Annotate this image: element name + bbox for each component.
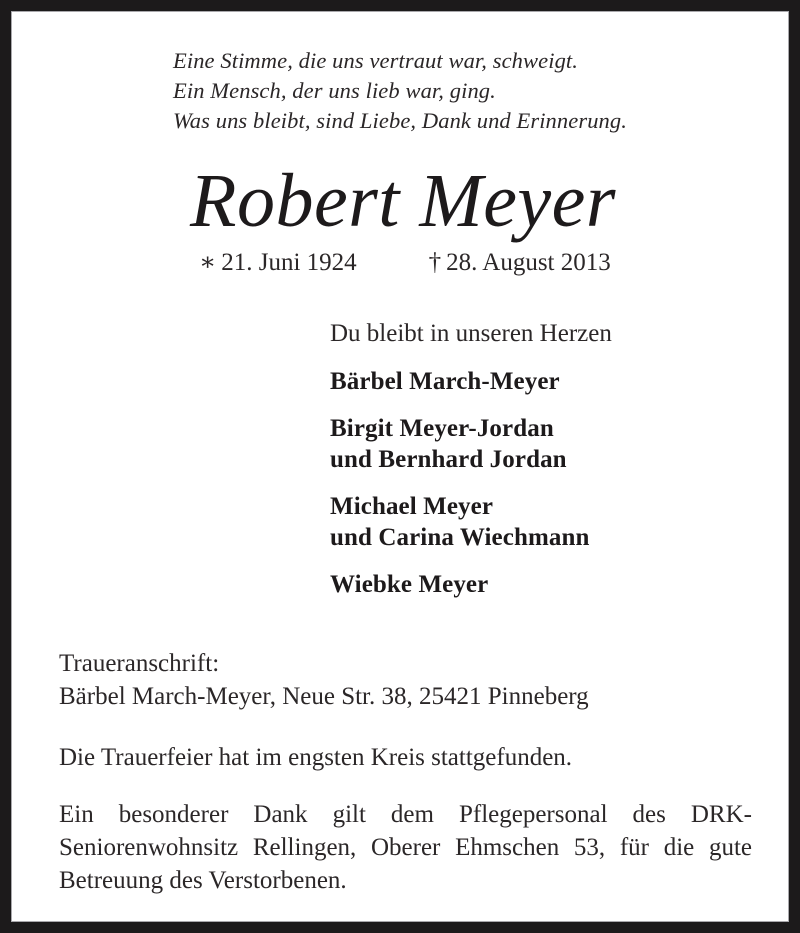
family-member-partner: und Bernhard Jordan <box>330 446 567 473</box>
notice-inner-frame <box>11 11 789 922</box>
family-block <box>48 318 752 600</box>
verse-line-3: Was uns bleibt, sind Liebe, Dank und Erinnerung. <box>173 108 627 133</box>
family-intro: Du bleibt in unseren Herzen <box>330 320 612 347</box>
family-member-name: Birgit Meyer-Jordan <box>330 415 554 442</box>
family-group <box>330 491 752 553</box>
verse-lines <box>173 46 627 136</box>
death-date-text: 28. August 2013 <box>446 249 611 276</box>
closing-block <box>48 741 752 897</box>
ceremony-note: Die Trauerfeier hat im engsten Kreis stattgefunden. <box>59 744 573 771</box>
life-dates <box>48 246 752 280</box>
family-group <box>330 413 752 475</box>
birth-date <box>199 246 356 280</box>
mourning-address-block <box>48 647 752 713</box>
family-member-name: Bärbel March-Meyer <box>330 368 560 395</box>
deceased-name: Robert Meyer <box>190 159 616 243</box>
verse-line-1: Eine Stimme, die uns vertraut war, schweigt. <box>173 48 578 73</box>
family-member-partner: und Carina Wiechmann <box>330 524 590 551</box>
birth-star-icon: ∗ <box>199 249 217 276</box>
verse-line-2: Ein Mensch, der uns lieb war, ging. <box>173 78 496 103</box>
cross-dagger-icon: † <box>428 249 442 276</box>
name-block <box>48 158 752 244</box>
thanks-note: Ein besonderer Dank gilt dem Pflegepersonal des DRK-Seniorenwohnsitz Rellingen, Oberer Ehmschen 53, für die gute Betreuung des Verstorbenen. <box>59 801 752 894</box>
death-date <box>429 246 611 280</box>
family-member-name: Wiebke Meyer <box>330 571 489 598</box>
notice-sheet <box>12 12 788 921</box>
family-group <box>330 569 752 600</box>
verse-block <box>48 46 752 136</box>
birth-date-text: 21. Juni 1924 <box>221 249 357 276</box>
mourning-address-label: Traueranschrift: <box>59 650 220 677</box>
family-group <box>330 366 752 397</box>
family-member-name: Michael Meyer <box>330 493 494 520</box>
mourning-address-value: Bärbel March-Meyer, Neue Str. 38, 25421 Pinneberg <box>59 683 589 710</box>
